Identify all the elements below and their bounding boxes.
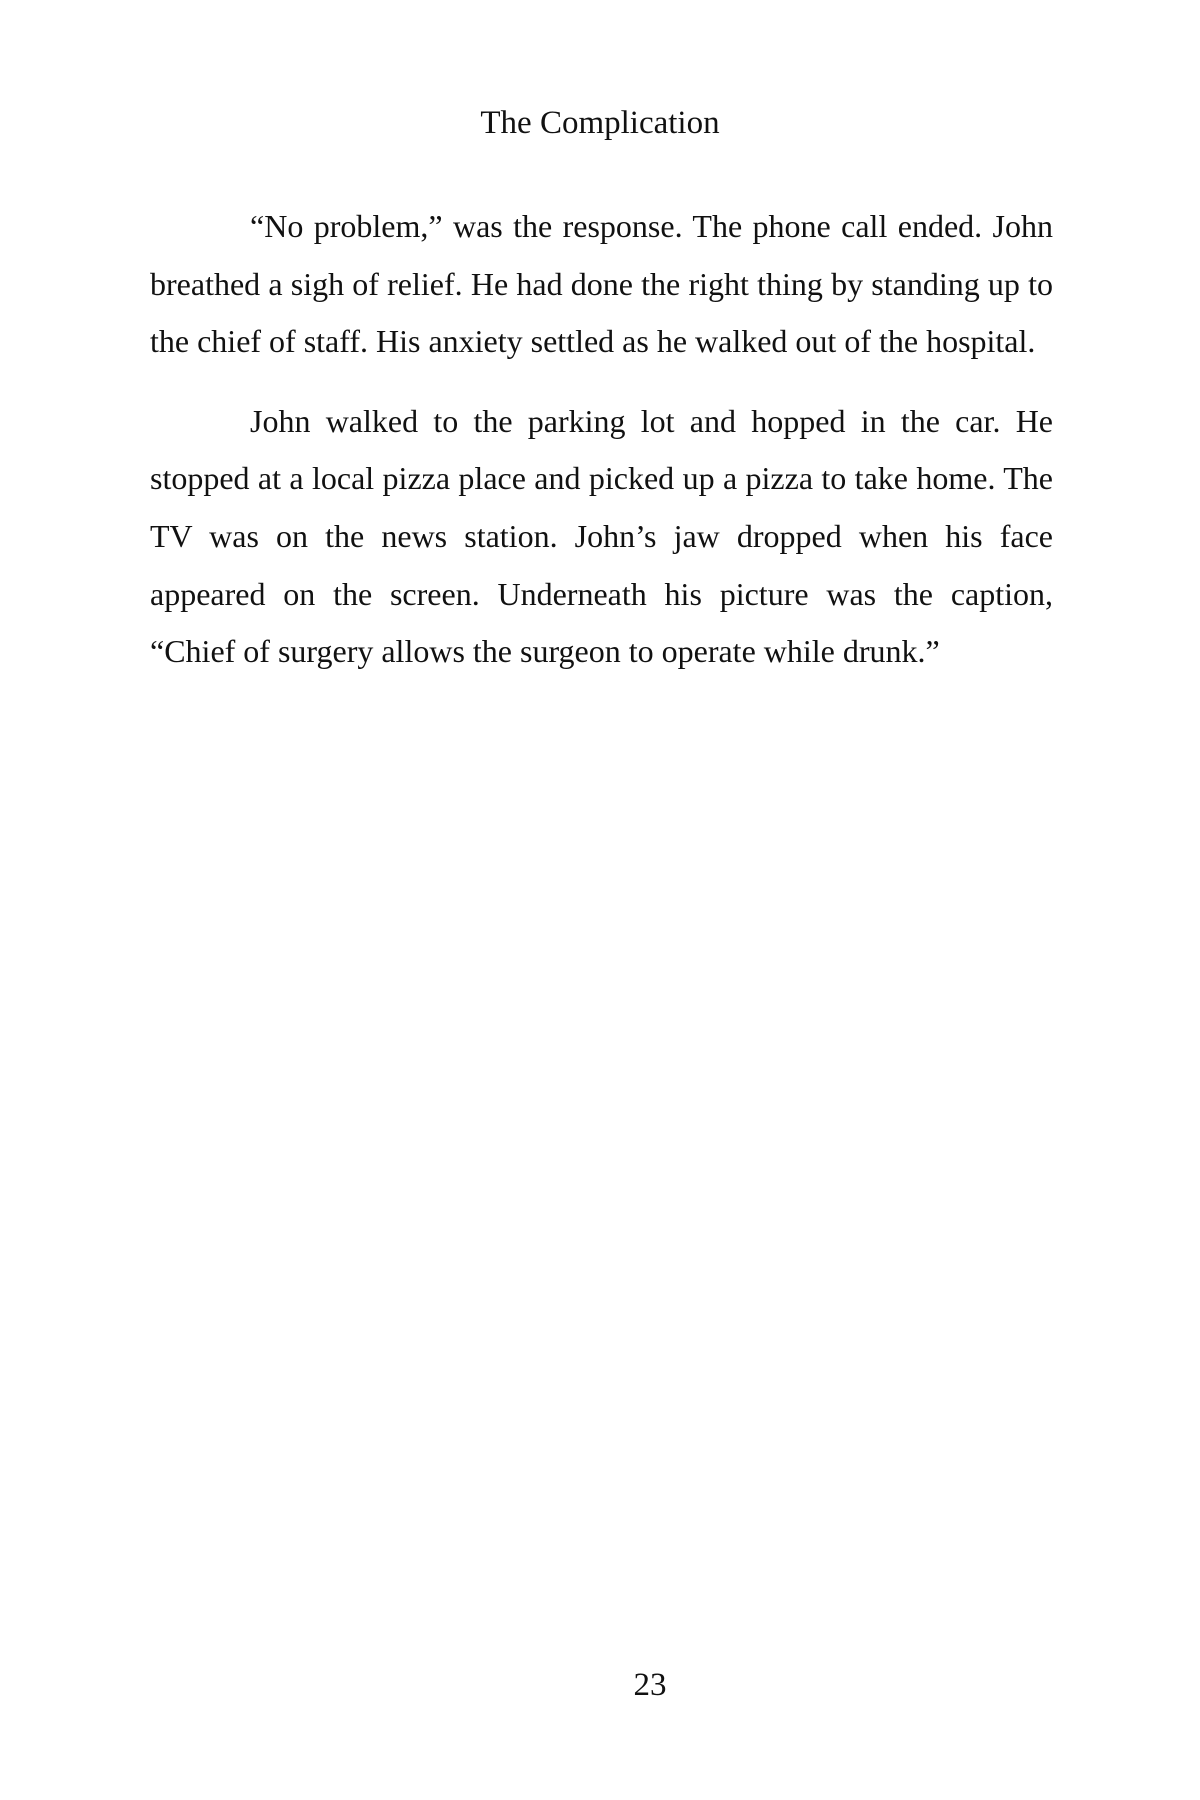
paragraph-2: John walked to the parking lot and hopped in the car. He stopped at a local pizza place and picked up a pizza to take home. The TV was on the news station. John’s jaw dropped when his face appeared on the screen. Underneath his picture was the caption, “Chief of surgery allows the surgeon to operate while drunk.” [150,402,1053,670]
paragraph-1: “No problem,” was the response. The phone call ended. John breathed a sigh of relief. He had done the right thing by standing up to the chief of staff. His anxiety settled as he walked out of the hospital. [150,208,1053,360]
page-number: 23 [633,1667,667,1703]
body-text [150,198,1053,703]
running-header-title: The Complication [480,105,720,141]
